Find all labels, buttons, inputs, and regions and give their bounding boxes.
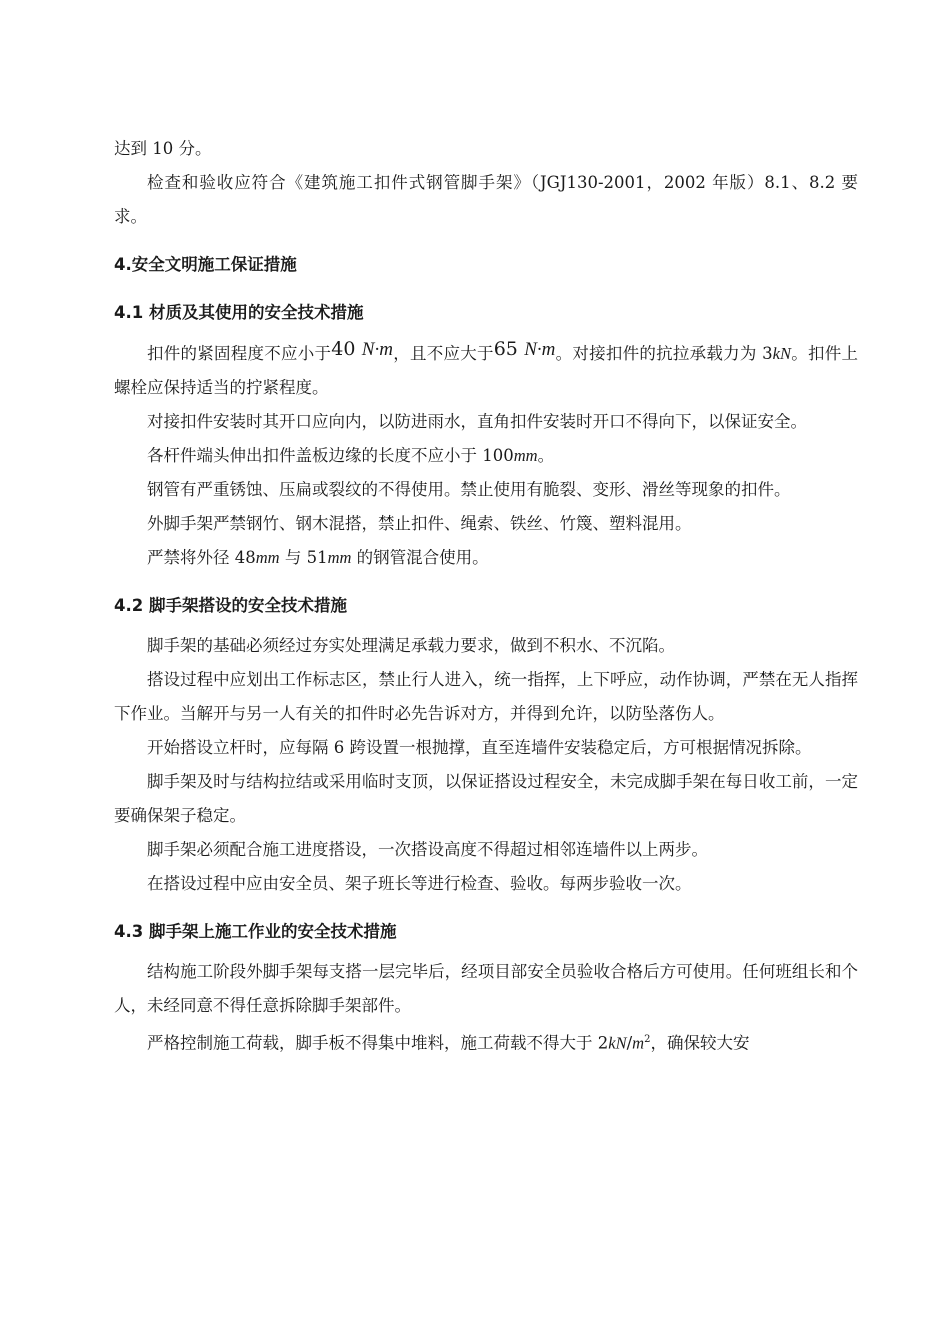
paragraph-foundation: [114, 629, 858, 663]
text-segment: 的钢管混合使用。: [351, 548, 489, 567]
paragraph-score: [114, 132, 858, 166]
text-segment: 各杆件端头伸出扣件盖板边缘的长度不应小于 100: [147, 446, 514, 465]
paragraph-inspection-steps: [114, 867, 858, 901]
heading-section-4-2: 4.2 脚手架搭设的安全技术措施: [114, 596, 347, 615]
math-number: 40: [331, 338, 356, 360]
paragraph-inspection: [114, 166, 858, 234]
paragraph-text: 脚手架必须配合施工进度搭设，一次搭设高度不得超过相邻连墙件以上两步。: [147, 840, 708, 859]
math-value: [331, 338, 393, 360]
page-content: [114, 132, 858, 1061]
math-unit: N·m: [361, 339, 393, 360]
math-unit: N·m: [524, 339, 556, 360]
paragraph-erection-height: [114, 833, 858, 867]
paragraph-text: 结构施工阶段外脚手架每支搭一层完毕后，经项目部安全员验收合格后方可使用。任何班组长和个人，未经同意不得任意拆除脚手架部件。: [114, 962, 858, 1015]
paragraph-text: 外脚手架严禁钢竹、钢木混搭，禁止扣件、绳索、铁丝、竹篾、塑料混用。: [147, 514, 692, 533]
paragraph-extension-length: [114, 439, 858, 473]
paragraph-bracing: [114, 731, 858, 765]
paragraph-text: 脚手架及时与结构拉结或采用临时支顶，以保证搭设过程安全，未完成脚手架在每日收工前，一定要确保架子稳定。: [114, 772, 858, 825]
paragraph-text: 钢管有严重锈蚀、压扁或裂纹的不得使用。禁止使用有脆裂、变形、滑丝等现象的扣件。: [147, 480, 791, 499]
math-unit: mm: [513, 446, 538, 465]
heading-section-4-3: 4.3 脚手架上施工作业的安全技术措施: [114, 922, 397, 941]
text-segment: 严禁将外径 48: [147, 548, 256, 567]
paragraph-text: 达到 10 分。: [114, 139, 212, 158]
math-unit: m: [632, 1033, 645, 1053]
text-segment: ，且不应大于: [392, 344, 494, 363]
text-segment: 。: [537, 446, 555, 465]
paragraph-pipe-diameter: [114, 541, 858, 575]
paragraph-coupler-opening: [114, 405, 858, 439]
text-segment: 。对接扣件的抗拉承载力为 3: [555, 344, 773, 363]
paragraph-text: 脚手架的基础必须经过夯实处理满足承载力要求，做到不积水、不沉陷。: [147, 636, 675, 655]
paragraph-acceptance: [114, 955, 858, 1023]
math-number: 65: [493, 338, 518, 360]
heading-section-4-1: 4.1 材质及其使用的安全技术措施: [114, 303, 364, 322]
paragraph-text: 在搭设过程中应由安全员、架子班长等进行检查、验收。每两步验收一次。: [147, 874, 692, 893]
paragraph-fastener-torque: [114, 336, 858, 405]
text-segment: ，确保较大安: [650, 1033, 750, 1053]
text-segment: 扣件的紧固程度不应小于: [147, 344, 332, 363]
paragraph-load-control: [114, 1023, 858, 1061]
heading-section-4: 4.安全文明施工保证措施: [114, 255, 297, 274]
text-segment: 严格控制施工荷载，脚手板不得集中堆料，施工荷载不得大于 2: [147, 1033, 609, 1053]
paragraph-text: 开始搭设立杆时，应每隔 6 跨设置一根抛撑，直至连墙件安装稳定后，方可根据情况拆除。: [147, 738, 812, 757]
text-segment: /: [626, 1033, 633, 1053]
text-segment: 。扣件上螺栓应保持适当的拧紧程度。: [114, 344, 859, 397]
paragraph-text: 搭设过程中应划出工作标志区，禁止行人进入，统一指挥，上下呼应，动作协调，严禁在无人指挥下作业。当解开与另一人有关的扣件时必先告诉对方，并得到允许，以防坠落伤人。: [114, 670, 858, 723]
paragraph-damaged-pipes: [114, 473, 858, 507]
math-unit: mm: [255, 548, 280, 567]
paragraph-text: 对接扣件安装时其开口应向内，以防进雨水，直角扣件安装时开口不得向下，以保证安全。: [147, 412, 807, 431]
superscript: 2: [644, 1034, 651, 1045]
paragraph-work-zone: [114, 663, 858, 731]
math-value: [494, 338, 556, 360]
paragraph-text: 检查和验收应符合《建筑施工扣件式钢管脚手架》（JGJ130-2001，2002 年版）8.1、8.2 要求。: [114, 173, 858, 226]
math-unit: mm: [327, 548, 352, 567]
paragraph-stability: [114, 765, 858, 833]
math-unit: kN: [772, 344, 791, 363]
math-unit: kN: [608, 1033, 627, 1053]
paragraph-mixed-materials: [114, 507, 858, 541]
text-segment: 与 51: [279, 548, 328, 567]
